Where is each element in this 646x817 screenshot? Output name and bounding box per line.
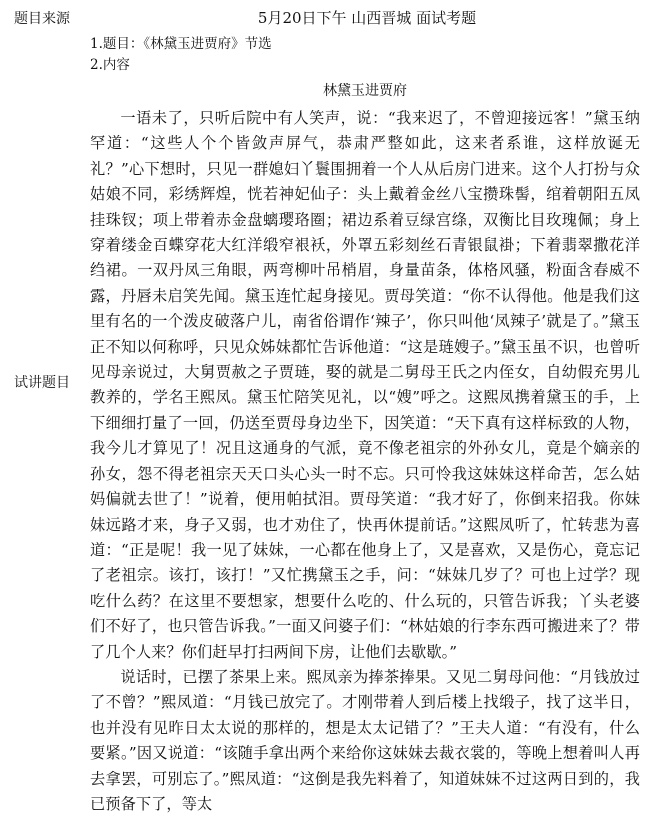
item-title-line: 1.题目：《林黛玉进贾府》节选 [90, 36, 272, 52]
article-paragraph: 说话时，已摆了茶果上来。熙凤亲为捧茶捧果。又见二舅母问他：“月钱放过了不曾？”熙凤道：“月钱已放完了。才刚带着人到后楼上找缎子，找了这半日，也并没有见昨日太太说的那样的，想是太太记错了？”王夫人道：“有没有，什么要紧。”因又说道：“该随手拿出两个来给你这妹妹去裁衣裳的，等晚上想着叫人再去拿罢，可别忘了。”熙凤道：“这倒是我先料着了，知道妹妹不过这两日到的，我已预备下了，等太 [90, 667, 640, 813]
article-paragraph: 一语未了，只听后院中有人笑声，说：“我来迟了，不曾迎接远客！”黛玉纳罕道：“这些人个个皆敛声屏气，恭肃严整如此，这来者系谁，这样放诞无礼？”心下想时，只见一群媳妇丫鬟围拥着一个人从后房门进来。这个人打扮与众姑娘不同，彩绣辉煌，恍若神妃仙子：头上戴着金丝八宝攒珠髻，绾着朝阳五凤挂珠钗；项上带着赤金盘螭璎珞圈；裙边系着豆绿宫绦，双衡比目玫瑰佩；身上穿着缕金百蝶穿花大红洋缎窄裉袄，外罩五彩刻丝石青银鼠褂；下着翡翠撒花洋绉裙。一双丹凤三角眼，两弯柳叶吊梢眉，身量苗条，体格风骚，粉面含春威不露，丹唇未启笑先闻。黛玉连忙起身接见。贾母笑道：“你不认得他。他是我们这里有名的一个泼皮破落户儿，南省俗谓作‘辣子’，你只叫他‘凤辣子’就是了。”黛玉正不知以何称呼，只见众姊妹都忙告诉他道：“这是琏嫂子。”黛玉虽不识，也曾听见母亲说过，大舅贾赦之子贾琏，娶的就是二舅母王氏之内侄女，自幼假充男儿教养的，学名王熙凤。黛玉忙陪笑见礼，以“嫂”呼之。这熙凤携着黛玉的手，上下细细打量了一回，仍送至贾母身边坐下，因笑道：“天下真有这样标致的人物，我今儿才算见了！况且这通身的气派，竟不像老祖宗的外孙女儿，竟是个嫡亲的孙女，怨不得老祖宗天天口头心头一时不忘。只可怜我这妹妹这样命苦，怎么姑妈偏就去世了！”说着，便用帕拭泪。贾母笑道：“我才好了，你倒来招我。你妹妹远路才来，身子又弱，也才劝住了，快再休提前话。”这熙凤听了，忙转悲为喜道：“正是呢！我一见了妹妹，一心都在他身上了，又是喜欢，又是伤心，竟忘记了老祖宗。该打，该打！”又忙携黛玉之手，问：“妹妹几岁了？可也上过学？现吃什么药？在这里不要想家，想要什么吃的、什么玩的，只管告诉我；丫头老婆们不好了，也只管告诉我。”一面又问婆子们：“林姑娘的行李东西可搬进来了？带了几个人来？你们赶早打扫两间下房，让他们去歇歇。” [90, 109, 640, 661]
item-content-line: 2.内容 [90, 57, 130, 73]
article-title: 林黛玉进贾府 [323, 83, 407, 99]
exam-header-title: 5月20日下午 山西晋城 面试考题 [257, 9, 477, 27]
exam-content [90, 34, 640, 817]
topic-label: 试讲题目 [14, 375, 70, 391]
article-body [90, 106, 640, 817]
label-column [0, 0, 88, 789]
source-label: 题目来源 [14, 11, 70, 27]
